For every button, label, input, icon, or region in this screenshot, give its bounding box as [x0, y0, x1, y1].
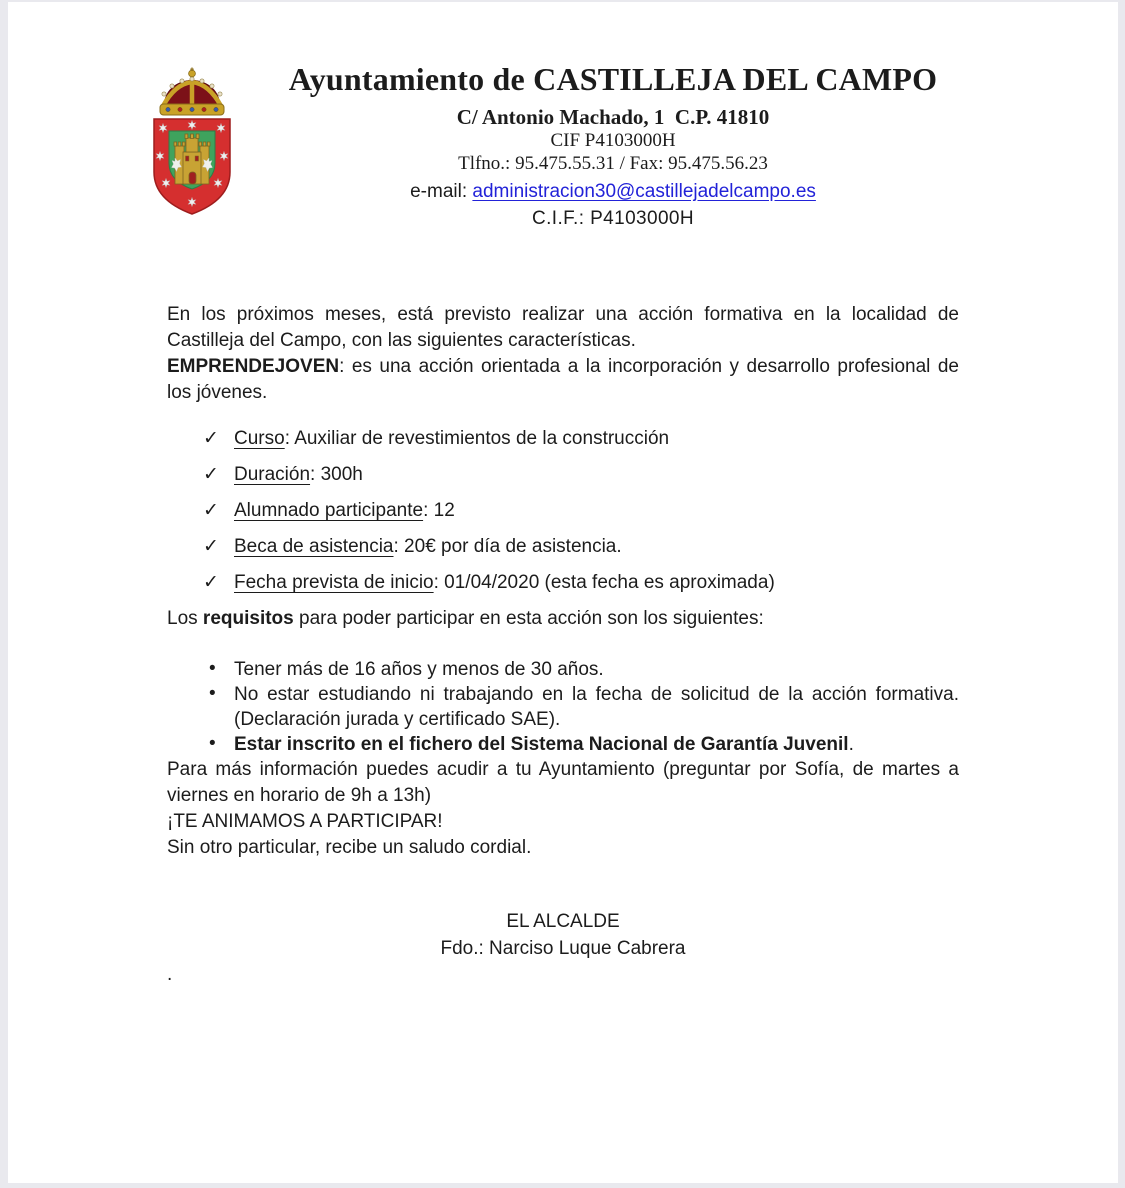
program-name: EMPRENDEJOVEN	[167, 356, 340, 377]
coat-of-arms-icon	[146, 66, 238, 218]
bullet-text: No estar estudiando ni trabajando en la fecha de solicitud de la acción formativa. (Declaración jurada y certificado SAE).	[234, 684, 959, 730]
check-icon: ✓	[203, 572, 219, 593]
check-item-curso	[167, 426, 959, 452]
bullet-text: Tener más de 16 años y menos de 30 años.	[234, 659, 604, 680]
item-value: : 01/04/2020 (esta fecha es aproximada)	[433, 572, 775, 593]
shield-icon	[154, 119, 230, 214]
org-title: Ayuntamiento de CASTILLEJA DEL CAMPO	[288, 61, 938, 97]
bullet-icon: •	[209, 658, 216, 679]
item-label: Curso	[234, 428, 285, 449]
item-value: : 20€ por día de asistencia.	[393, 536, 622, 557]
org-cif: CIF P4103000H	[550, 130, 676, 151]
item-label: Duración	[234, 464, 311, 485]
check-icon: ✓	[203, 536, 219, 557]
bullet-item-situacion	[167, 682, 959, 732]
item-value: : Auxiliar de revestimientos de la construcción	[284, 428, 670, 449]
bullet-text-bold: Estar inscrito en el fichero del Sistema Nacional de Garantía Juvenil	[234, 734, 849, 755]
bullet-item-garantia-juvenil: • Estar inscrito en el fichero del Sistema Nacional de Garantía Juvenil.	[209, 733, 854, 755]
org-address: C/ Antonio Machado, 1 C.P. 41810	[456, 105, 770, 129]
email-label: e-mail:	[410, 181, 473, 202]
item-value: : 300h	[310, 464, 363, 485]
signature-role: EL ALCALDE	[506, 911, 620, 932]
bullet-item-edad	[167, 657, 959, 682]
bullet-icon: •	[209, 683, 216, 704]
requirements-intro: Los requisitos para poder participar en esta acción son los siguientes:	[167, 608, 764, 629]
closing-paragraph: Sin otro particular, recibe un saludo cordial.	[167, 837, 532, 858]
org-phone-fax: Tlfno.: 95.475.55.31 / Fax: 95.475.56.23	[458, 153, 768, 174]
check-item-alumnado	[167, 498, 959, 524]
info-paragraph: Para más información puedes acudir a tu Ayuntamiento (preguntar por Sofía, de martes a viernes en horario de 9h a 13h)	[167, 759, 959, 806]
bullet-icon: •	[209, 733, 216, 754]
item-label: Alumnado participante	[234, 500, 424, 521]
trailing-period: .	[167, 964, 173, 985]
check-item-duracion	[167, 462, 959, 488]
letter-body	[167, 302, 959, 988]
item-label: Fecha prevista de inicio	[234, 572, 434, 593]
email-line	[248, 178, 978, 205]
crown-icon	[160, 68, 224, 116]
org-cif-2: C.I.F.: P4103000H	[531, 208, 695, 229]
program-paragraph: EMPRENDEJOVEN: es una acción orientada a la incorporación y desarrollo profesional de los jóvenes.	[167, 356, 959, 403]
check-icon: ✓	[203, 464, 219, 485]
intro-paragraph: En los próximos meses, está previsto realizar una acción formativa en la localidad de Castilleja del Campo, con las siguientes características.	[167, 304, 959, 351]
check-icon: ✓	[203, 428, 219, 449]
item-value: : 12	[423, 500, 455, 521]
document-page	[8, 2, 1118, 1183]
course-checklist	[167, 426, 959, 596]
signature-name: Fdo.: Narciso Luque Cabrera	[440, 938, 686, 959]
check-item-beca	[167, 534, 959, 560]
requirements-list	[167, 657, 959, 757]
letterhead	[248, 58, 978, 232]
email-link[interactable]: administracion30@castillejadelcampo.es	[472, 181, 816, 202]
requisitos-word: requisitos	[202, 608, 294, 629]
cta-paragraph: ¡TE ANIMAMOS A PARTICIPAR!	[167, 811, 443, 832]
item-label: Beca de asistencia	[234, 536, 394, 557]
signature-block	[167, 908, 959, 962]
check-icon: ✓	[203, 500, 219, 521]
check-item-fecha	[167, 570, 959, 596]
